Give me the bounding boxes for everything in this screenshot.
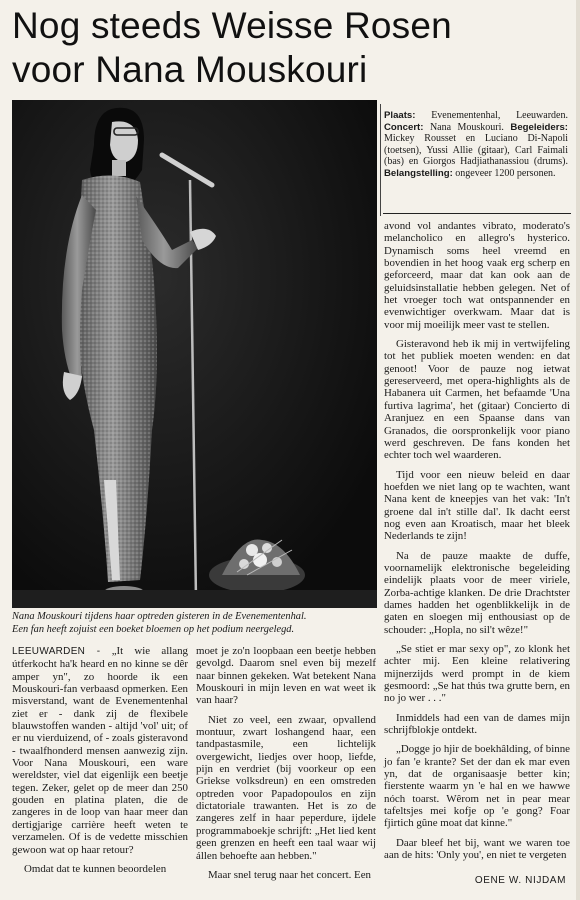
singer-on-stage-image	[12, 100, 377, 608]
plaats-label: Plaats:	[384, 110, 416, 121]
headline-line-2: voor Nana Mouskouri	[12, 49, 368, 90]
concert-label: Concert:	[384, 121, 424, 133]
caption-line-2: Een fan heeft zojuist een boeket bloemen op het podium neergelegd.	[12, 624, 295, 635]
paragraph-1	[12, 645, 188, 856]
headline-line-1: Nog steeds Weisse Rosen	[12, 5, 452, 46]
info-box	[384, 110, 568, 180]
paragraph-4: Maar snel terug naar het concert. Een	[208, 868, 371, 881]
page-edge	[576, 0, 580, 900]
article-column-3	[384, 220, 570, 869]
info-box-divider	[380, 104, 381, 216]
paragraph-4-continued: avond vol andantes vibrato, moderato's melancholico en allegro's hysterico. Dynamisch soms heel vreemd en bovendien in het hoog vaak erg scherp en geforceerd, maar dat kan ook aan de geluidsinstallatie hebben gelegen. Net of het vroeger toch wat ontspannender en evenwichtiger overkwam. Maar dat is voor mij moeilijk meer vast te stellen.	[384, 220, 570, 331]
headline	[12, 4, 572, 92]
byline: OENE W. NIJDAM	[474, 875, 566, 886]
paragraph-11: Daar bleef het bij, want we waren toe aan de hits: 'Only you', en niet te vergeten	[384, 836, 570, 862]
begeleiders-value: Mickey Rousset en Luciano Di-Napoli (toetsen), Yussi Allie (gitaar), Carl Faimali (bas) en Giorgos Hadjiathanassiou (drums).	[384, 133, 568, 168]
article-column-1	[12, 645, 188, 882]
paragraph-8: „Se stiet er mar sexy op", zo klonk het achter mij. Een kleine relativering mijnerzijds werd prompt in de kiem gesmoord: „Se hat thús twa grutte bern, en no jo wer . . ."	[384, 643, 570, 705]
begeleiders-label: Begeleiders:	[510, 121, 568, 133]
paragraph-2-continued: moet je zo'n loopbaan een beetje hebben gevolgd. Daarom snel even bij mezelf naar binnen gekeken. Wat betekent Nana Mouskouri in mijn leven en wat weet ik van haar?	[196, 645, 376, 707]
dateline: LEEUWARDEN -	[12, 646, 101, 657]
paragraph-1-text: „It wie allang útferkocht ha'k heard en no kinne se dêr amper yn", zo hoorde ik een Mouskouri-fan verbaasd opmerken. Een misverstand, want de Evenementenhal ziet er - dank zij de flexibele blauwstoffen wanden - altijd 'vol' uit; of er nu vierduizend, of - zoals gisteravond - twaalfhonderd mensen aanwezig zijn. Voor Nana Mouskouri, een ware wereldster, viel dat eigenlijk een beetje tegen. Zeker, gelet op de meer dan 250 gouden en platina platen, die de zangeres in de loop van haar meer dan dertigjarige carrière heeft weten te verzamelen. Of is de vedette misschien gewoon wat op haar retour?	[12, 645, 188, 856]
paragraph-6: Tijd voor een nieuw beleid en daar hoefden we niet lang op te wachten, want Nana kent de kneepjes van het vak: 'In't groene dal in't stille dal'. Ik dacht eerst nog even aan Kroatisch, maar het bleek Nederlands te zijn!	[384, 468, 570, 543]
article-column-2	[196, 645, 376, 888]
concert-value: Nana Mouskouri.	[429, 121, 504, 133]
photo-caption	[12, 610, 380, 636]
caption-line-1: Nana Mouskouri tijdens haar optreden gisteren in de Evenementenhal.	[12, 611, 307, 622]
paragraph-10: „Dogge jo hjir de boekhâlding, of binne jo fan 'e krante? Set der dan ek mar even yn, dat de organisaasje better kin; fierstente waarm yn 'e hal en we hawwe nóch toarst. Wêrom net in pear mear tafeltsjes mei kofje op 'e gong? Foar fjirtich gûne moat dat kinne."	[384, 743, 570, 830]
belangstelling-value: ongeveer 1200 personen.	[455, 167, 556, 179]
paragraph-5: Gisteravond heb ik mij in vertwijfeling tot het publiek moeten wenden: en dat genoot! Voor de pauze nog ietwat gereserveerd, met opera-highlights als de Habanera uit Carmen, het befaamde 'Una furtiva lagrima', het (gitaar) Concierto di Aranjuez en een Spaanse dans van Granados, die oorspronkelijk voor piano werd geschreven. De fans konden het echter toch wel waarderen.	[384, 338, 570, 462]
paragraph-9: Inmiddels had een van de dames mijn schrijfblokje ontdekt.	[384, 711, 570, 737]
paragraph-2: Omdat dat te kunnen beoordelen	[24, 862, 167, 875]
belangstelling-label: Belangstelling:	[384, 167, 453, 179]
paragraph-7: Na de pauze maakte de duffe, voornamelijk elektronische begeleiding eindelijk plaats voor de meer viriele, Zorba-achtige klanken. De drie Drachtster dames hadden het ogenblikkelijk in de gaten en sloegen mij enthousiast op de schouder: „Hopla, no sil't wêze!"	[384, 549, 570, 636]
plaats-value: Evenementenhal, Leeuwarden.	[431, 110, 568, 121]
paragraph-3: Niet zo veel, een zwaar, opvallend montuur, zwart loshangend haar, een tandpastasmile, een lichtelijk overgewicht, liedjes over hoop, liefde, pijn en verdriet (bij voorkeur op een Griekse volksdreun) en een omstreden optreden voor Papadopoulos en zijn dictatoriale trawanten. Het is zo de zangeres zelf in haar peperdure, ijdele programmaboekje schrijft: „Het lied kent geen grenzen en heeft een taal waar wij állen behoefte aan hebben."	[196, 713, 376, 862]
concert-photo	[12, 100, 377, 608]
info-box-rule	[383, 213, 571, 214]
